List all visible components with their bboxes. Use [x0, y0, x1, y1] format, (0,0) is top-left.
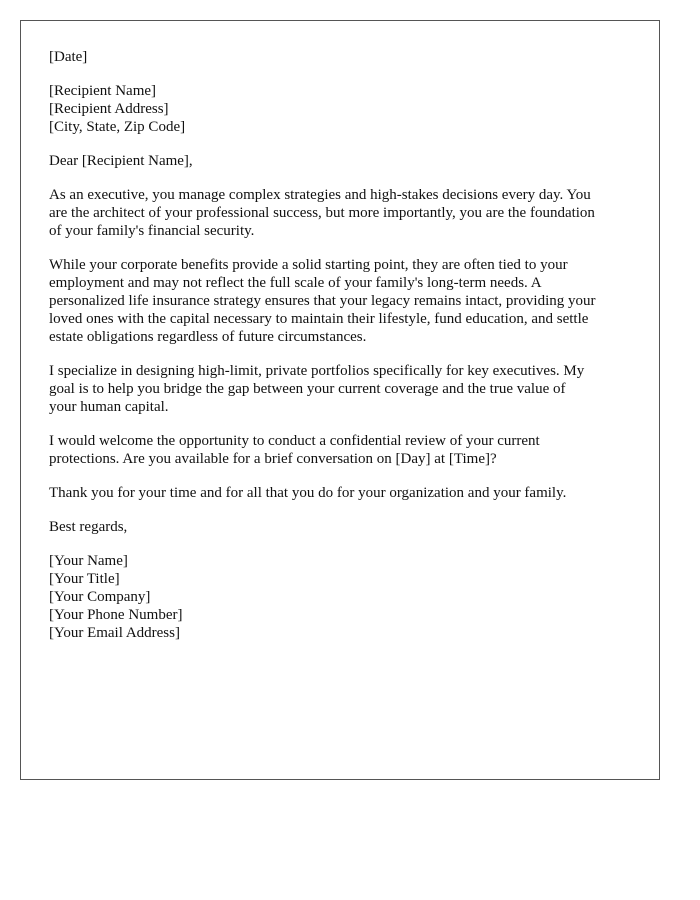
sender-company: [Your Company]: [49, 589, 151, 605]
paragraph-line: While your corporate benefits provide a solid starting point, they are often tied to your: [49, 257, 568, 273]
paragraph-line: loved ones with the capital necessary to maintain their lifestyle, fund education, and settle: [49, 311, 589, 327]
paragraph-5: [49, 484, 649, 502]
date: [Date]: [49, 49, 88, 65]
paragraph-line: employment and may not reflect the full scale of your family's long-term needs. A: [49, 275, 542, 291]
salutation: Dear [Recipient Name],: [49, 153, 193, 169]
sender-email: [Your Email Address]: [49, 625, 180, 641]
letter-content: [49, 48, 649, 658]
paragraph-line: personalized life insurance strategy ensures that your legacy remains intact, providing your: [49, 293, 596, 309]
paragraph-line: your human capital.: [49, 399, 169, 415]
signature-block: [49, 552, 649, 642]
paragraph-line: I specialize in designing high-limit, private portfolios specifically for key executives. My: [49, 363, 585, 379]
sender-name: [Your Name]: [49, 553, 128, 569]
paragraph-line: I would welcome the opportunity to conduct a confidential review of your current: [49, 433, 540, 449]
sender-phone: [Your Phone Number]: [49, 607, 183, 623]
letter-page: [20, 20, 660, 780]
paragraph-line: goal is to help you bridge the gap between your current coverage and the true value of: [49, 381, 566, 397]
paragraph-line: of your family's financial security.: [49, 223, 255, 239]
paragraph-line: are the architect of your professional success, but more importantly, you are the foundation: [49, 205, 595, 221]
paragraph-2: [49, 256, 649, 346]
paragraph-line: Thank you for your time and for all that you do for your organization and your family.: [49, 485, 567, 501]
paragraph-line: protections. Are you available for a brief conversation on [Day] at [Time]?: [49, 451, 497, 467]
recipient-block: [49, 82, 649, 136]
sender-title: [Your Title]: [49, 571, 120, 587]
closing: Best regards,: [49, 519, 128, 535]
paragraph-4: [49, 432, 649, 468]
recipient-name: [Recipient Name]: [49, 83, 157, 99]
recipient-address: [Recipient Address]: [49, 101, 169, 117]
recipient-city: [City, State, Zip Code]: [49, 119, 186, 135]
paragraph-3: [49, 362, 649, 416]
paragraph-line: As an executive, you manage complex strategies and high-stakes decisions every day. You: [49, 187, 591, 203]
paragraph-line: estate obligations regardless of future circumstances.: [49, 329, 367, 345]
paragraph-1: [49, 186, 649, 240]
